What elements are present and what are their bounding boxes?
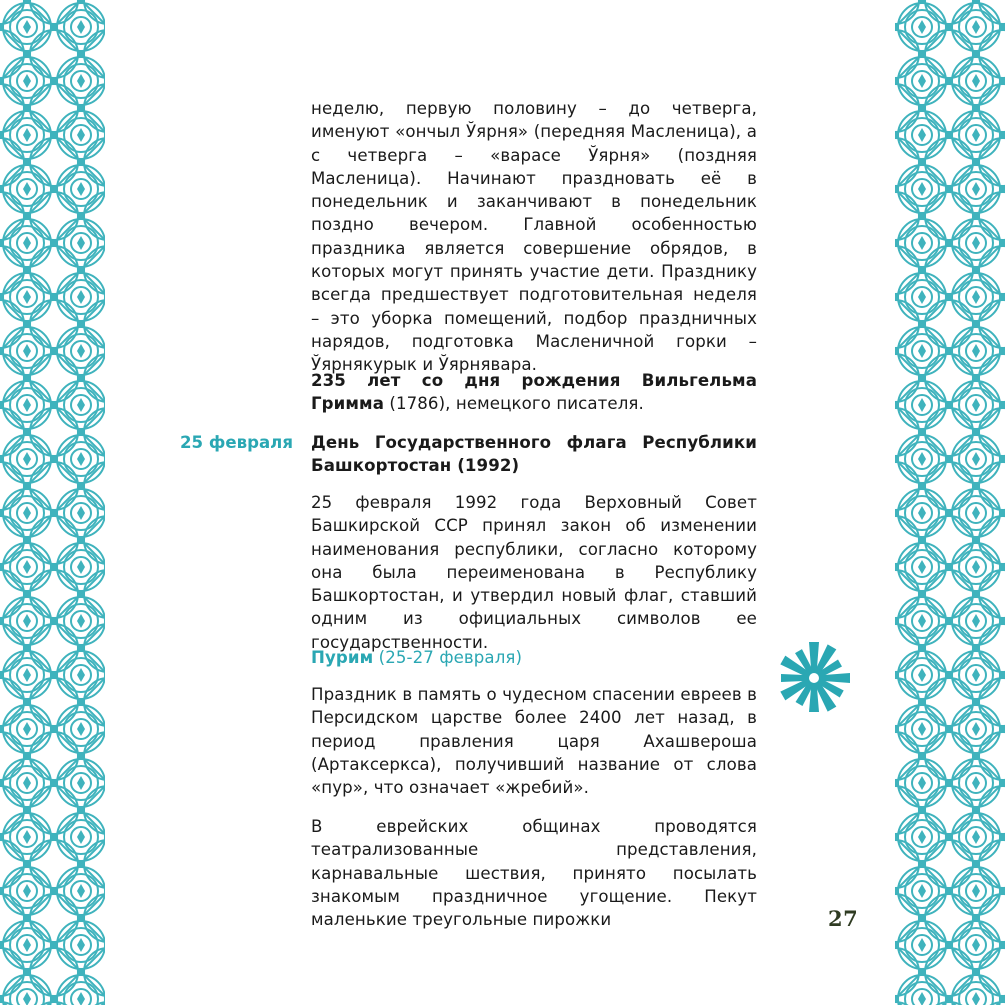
purim-dates: (25-27 февраля) <box>378 648 523 667</box>
purim-paragraph-2: В еврейских общинах проводятся театрализованные представления, карнавальные шествия, принято посылать знакомым праздничное угощение. Пекут маленькие треугольные пирожки <box>311 817 757 930</box>
purim-paragraph-1: Праздник в память о чудесном спасении евреев в Персидском царстве более 2400 лет назад, в период правления царя Ахашвероша (Артаксеркса), получивший название от слова «пур», что означает «жребий». <box>311 685 757 798</box>
flag-day-entry <box>311 431 757 478</box>
ornament-pattern-right <box>895 0 1005 1005</box>
burst-ornament-icon <box>776 640 852 716</box>
flag-day-heading: День Государственного флага Республики Башкортостан (1992) <box>311 433 757 476</box>
page-number: 27 <box>828 906 859 931</box>
grimm-paragraph <box>311 369 757 416</box>
purim-paragraph-2-block <box>311 815 757 931</box>
intro-paragraph-block <box>311 97 757 377</box>
right-ornament-border <box>895 0 1005 1005</box>
flag-day-paragraph-block <box>311 491 757 654</box>
purim-title: Пурим <box>311 648 374 667</box>
intro-paragraph: неделю, первую половину – до четверга, именуют «ончыл Ўярня» (передняя Масленица), а с четверга – «варасе Ўярня» (поздняя Масленица). Начинают праздновать её в понедельник и заканчивают в понедельник поздно вечером. Главной особенностью праздника является совершение обрядов, в которых могут принять участие дети. Празднику всегда предшествует подготовительная неделя – это уборка помещений, подбор праздничных нарядов, подготовка Масленичной горки – Ўярнякурык и Ўярнявара. <box>311 99 757 375</box>
grimm-detail: (1786), немецкого писателя. <box>389 394 644 414</box>
ornament-pattern-left <box>0 0 105 1005</box>
left-ornament-border <box>0 0 105 1005</box>
grimm-heading: 235 лет со дня рождения Вильгельма Гримма <box>311 371 757 414</box>
flag-day-paragraph: 25 февраля 1992 года Верховный Совет Башкирской ССР принял закон об изменении наименования республики, согласно которому она была переименована в Республику Башкортостан, и утвердил новый флаг, ставший одним из официальных символов ее государственности. <box>311 493 757 652</box>
purim-title-line <box>311 646 757 669</box>
date-label-feb25: 25 февраля <box>180 433 293 452</box>
purim-paragraph-1-block <box>311 683 757 799</box>
grimm-entry <box>311 369 757 416</box>
purim-heading <box>311 646 757 669</box>
